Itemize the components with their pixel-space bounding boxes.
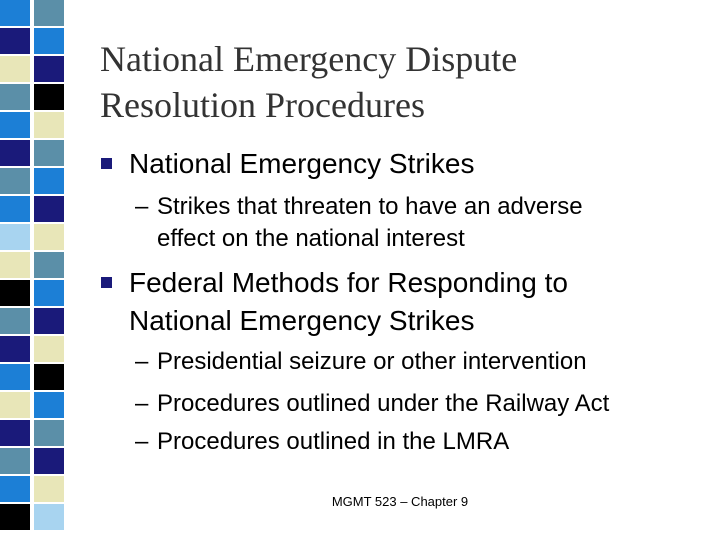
strip-block: [0, 56, 30, 82]
bullet-label: National Emergency Strikes: [129, 148, 475, 179]
strip-block: [34, 28, 64, 54]
dash-marker: –: [135, 390, 149, 417]
strip-block: [0, 476, 30, 502]
bullet-square-icon: [101, 158, 112, 169]
strip-block: [0, 224, 30, 250]
strip-block: [0, 252, 30, 278]
strip-block: [34, 0, 64, 26]
strip-block: [34, 420, 64, 446]
dash-marker: –: [135, 428, 149, 455]
strip-block: [34, 168, 64, 194]
dash-marker: –: [135, 193, 149, 220]
strip-block: [0, 308, 30, 334]
strip-block: [34, 84, 64, 110]
bullet-square-icon: [101, 277, 112, 288]
strip-block: [34, 252, 64, 278]
strip-block: [34, 224, 64, 250]
bullet-label-line-1: Federal Methods for Responding to: [129, 267, 568, 298]
subbullet-line-1: Strikes that threaten to have an adverse: [157, 193, 583, 220]
strip-block: [34, 308, 64, 334]
dash-marker: –: [135, 348, 149, 375]
subbullet-text: Procedures outlined under the Railway Act: [157, 390, 610, 417]
strip-block: [34, 364, 64, 390]
strip-block: [0, 392, 30, 418]
strip-block: [34, 280, 64, 306]
slide-title: [100, 36, 700, 128]
strip-block: [0, 364, 30, 390]
strip-block: [0, 112, 30, 138]
strip-block: [0, 0, 30, 26]
strip-block: [0, 336, 30, 362]
bullet-label-line-2: National Emergency Strikes: [129, 305, 475, 336]
subbullet-text: Procedures outlined in the LMRA: [157, 428, 510, 455]
strip-block: [0, 280, 30, 306]
strip-block: [34, 392, 64, 418]
strip-block: [0, 168, 30, 194]
strip-block: [0, 504, 30, 530]
subbullet-text: Presidential seizure or other intervention: [157, 348, 587, 375]
strip-block: [0, 448, 30, 474]
strip-block: [34, 336, 64, 362]
strip-block: [0, 28, 30, 54]
strip-block: [34, 56, 64, 82]
strip-block: [34, 196, 64, 222]
decorative-strip: [0, 0, 64, 540]
strip-block: [34, 140, 64, 166]
strip-block: [34, 476, 64, 502]
strip-block: [0, 84, 30, 110]
title-line-1: National Emergency Dispute: [100, 39, 518, 79]
strip-block: [0, 140, 30, 166]
strip-block: [0, 196, 30, 222]
title-line-2: Resolution Procedures: [100, 85, 425, 125]
slide-footer: MGMT 523 – Chapter 9: [331, 494, 469, 509]
strip-block: [34, 112, 64, 138]
subbullet-line-2: effect on the national interest: [157, 225, 465, 252]
strip-block: [34, 448, 64, 474]
strip-block: [0, 420, 30, 446]
strip-block: [34, 504, 64, 530]
